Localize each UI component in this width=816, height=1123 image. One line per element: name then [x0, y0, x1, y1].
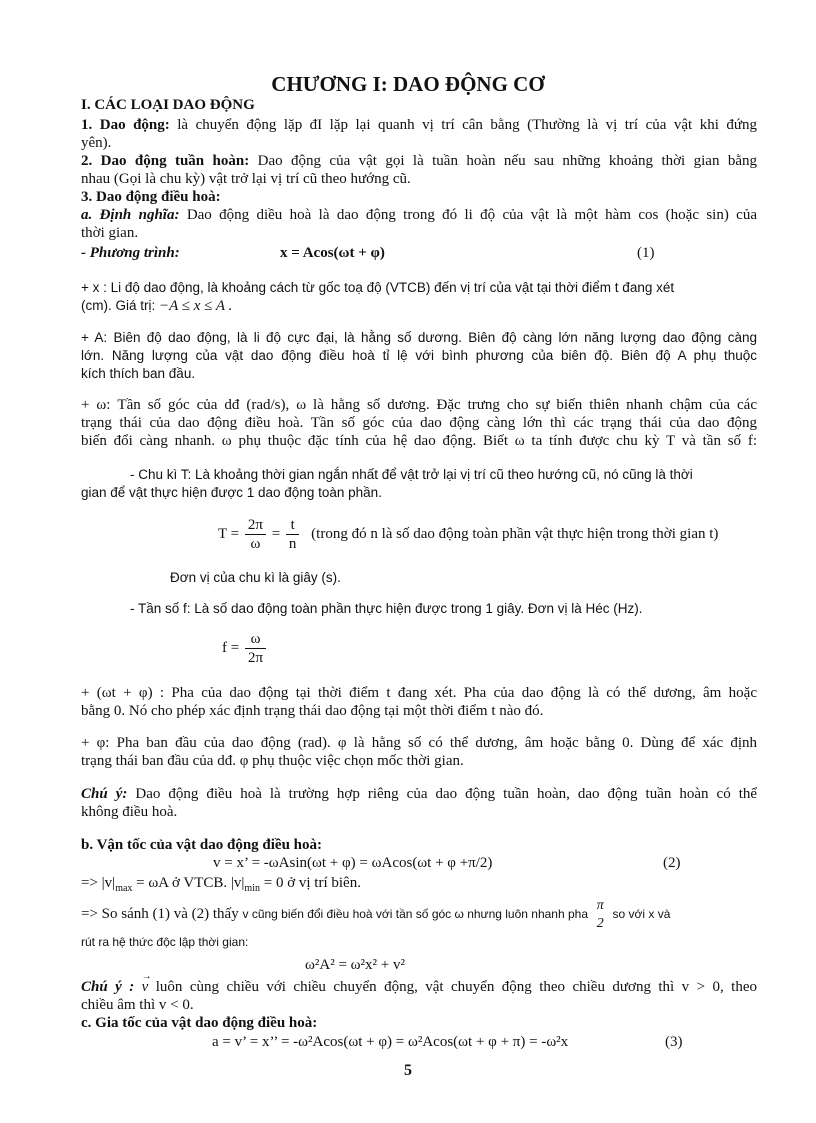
def1-label: 1. Dao động: — [81, 117, 170, 133]
phi-desc-line1: + φ: Pha ban đầu của dao động (rad). φ là hằng số có thể dương, âm hoặc bằng 0. Dùng để xác định — [81, 735, 757, 751]
omega-desc-line2: trạng thái của dao động điều hoà. Tần số góc của dao động càng lớn thì các trạng thái của dao động — [81, 415, 757, 431]
defa-line1 — [81, 206, 757, 225]
phi-desc-line2: trạng thái ban đầu của dđ. φ phụ thuộc việc chọn mốc thời gian. — [81, 753, 464, 769]
defa-line2: thời gian. — [81, 225, 139, 241]
note2-line1 — [81, 978, 757, 997]
phase-desc-line1: + (ωt + φ) : Pha của dao động tại thời điểm t đang xét. Pha của dao động là có thể dương, âm hoặc — [81, 685, 757, 701]
period-lhs: T = — [218, 526, 240, 542]
omega-desc-line3: biến đổi càng nhanh. ω phụ thuộc đặc tính của hệ dao động. Biết ω ta tính được chu kỳ T và tần số f: — [81, 433, 757, 449]
period-line1: - Chu kì T: Là khoảng thời gian ngắn nhất để vật trở lại vị trí cũ theo hướng cũ, nó cũng là thời — [130, 467, 693, 482]
period-formula — [218, 514, 758, 554]
fraction-denominator: 2 — [596, 915, 604, 931]
velocity-abs-label: => |v| — [81, 875, 116, 891]
subscript-max: max — [115, 883, 133, 894]
def1-line1 — [81, 116, 757, 135]
section-heading: I. CÁC LOẠI DAO ĐỘNG — [81, 97, 255, 113]
equation-1-formula: x = Acos(ωt + φ) — [280, 245, 385, 261]
period-line2: gian để vật thực hiện được 1 dao động toàn phần. — [81, 485, 382, 500]
acceleration-heading: c. Gia tốc của vật dao động điều hoà: — [81, 1015, 318, 1031]
fraction-numerator: t — [286, 516, 300, 535]
velocity-compare — [81, 896, 757, 932]
x-desc-line1: + x : Li độ dao động, là khoảng cách từ gốc toạ độ (VTCB) đến vị trí của vật tại thời điểm t đang xét — [81, 280, 675, 295]
velocity-vtcb-text: = ωA ở VTCB. |v| — [132, 875, 245, 891]
def2-label: 2. Dao động tuần hoàn: — [81, 153, 250, 169]
def1-line2: yên). — [81, 135, 112, 151]
fraction-denominator: ω — [250, 536, 261, 553]
relation-formula: ω²A² = ω²x² + v² — [305, 957, 405, 973]
frequency-fraction — [245, 630, 266, 667]
fraction-numerator: π — [596, 897, 604, 913]
compare-prefix: => So sánh (1) và (2) thấy — [81, 906, 239, 922]
pi-half-fraction — [594, 897, 607, 933]
note1-line1 — [81, 785, 757, 804]
note2-line2: chiều âm thì v < 0. — [81, 997, 194, 1013]
subscript-min: min — [244, 883, 260, 894]
period-unit: Đơn vị của chu kì là giây (s). — [170, 570, 341, 585]
period-note: (trong đó n là số dao động toàn phần vật thực hiện trong thời gian t) — [311, 526, 719, 542]
equation-1-label: - Phương trình: — [81, 245, 180, 261]
acceleration-formula: a = v’ = x’’ = -ω²Acos(ωt + φ) = ω²Acos(ωt + φ + π) = -ω²x — [212, 1034, 569, 1050]
equation-1-row — [81, 244, 757, 263]
note2-label: Chú ý : — [81, 979, 135, 995]
velocity-boundary-text: = 0 ở vị trí biên. — [259, 875, 361, 891]
defa-text: Dao động diều hoà là dao động trong đó li độ của vật là một hàm cos (hoặc sin) của — [186, 207, 757, 223]
equation-1-number: (1) — [637, 245, 655, 261]
x-desc-prefix: (cm). Giá trị: — [81, 298, 156, 313]
equals-sign: = — [271, 526, 281, 542]
def2-line1 — [81, 152, 757, 171]
def2-line2: nhau (Gọi là chu kỳ) vật trở lại vị trí cũ theo hướng cũ. — [81, 171, 411, 187]
frequency-lhs: f = — [222, 640, 240, 656]
velocity-extremes — [81, 874, 757, 898]
velocity-formula: v = x’ = -ωAsin(ωt + φ) = ωAcos(ωt + φ +π/2) — [213, 855, 493, 871]
fraction-numerator: 2π — [245, 516, 266, 535]
def2-text: Dao động của vật gọi là tuần hoàn nếu sau những khoảng thời gian bằng — [257, 153, 757, 169]
fraction-denominator: n — [288, 536, 297, 553]
note2-text: luôn cùng chiều với chiều chuyển động, vật chuyển động theo chiều dương thì v > 0, theo — [155, 979, 758, 995]
velocity-number: (2) — [663, 855, 681, 871]
fraction-denominator: 2π — [247, 650, 264, 667]
def3-heading: 3. Dao động điều hoà: — [81, 189, 221, 205]
frequency-line1: - Tần số f: Là số dao động toàn phần thực hiện được trong 1 giây. Đơn vị là Héc (Hz). — [130, 601, 643, 616]
chapter-title: CHƯƠNG I: DAO ĐỘNG CƠ — [271, 72, 545, 96]
a-desc-line1: + A: Biên độ dao động, là li độ cực đại, là hằng số dương. Biên độ càng lớn năng lượng dao động càng — [81, 330, 757, 345]
omega-desc-line1: + ω: Tần số góc của dđ (rad/s), ω là hằng số dương. Đặc trưng cho sự biến thiên nhanh chậm của các — [81, 397, 757, 413]
x-range-math: −A ≤ x ≤ A . — [159, 298, 233, 314]
note1-line2: không điều hoà. — [81, 804, 178, 820]
relation-line: rút ra hệ thức độc lập thời gian: — [81, 935, 249, 949]
x-desc-line2 — [81, 296, 757, 316]
velocity-vector-symbol: → v — [142, 978, 149, 997]
note1-text: Dao động điều hoà là trường hợp riêng của dao động tuần hoàn, dao động tuần hoàn có thể — [135, 786, 758, 802]
a-desc-line3: kích thích ban đầu. — [81, 366, 196, 381]
period-fraction-1 — [245, 516, 266, 553]
defa-label: a. Định nghĩa: — [81, 207, 180, 223]
frequency-formula — [222, 628, 422, 668]
compare-text: v cũng biến đổi điều hoà với tần số góc ω nhưng luôn nhanh pha — [242, 907, 589, 921]
velocity-heading: b. Vận tốc của vật dao động điều hoà: — [81, 837, 323, 853]
note1-label: Chú ý: — [81, 786, 128, 802]
period-fraction-2 — [286, 516, 300, 553]
fraction-numerator: ω — [245, 630, 266, 649]
page-number: 5 — [404, 1062, 412, 1079]
a-desc-line2: lớn. Năng lượng của vật dao động điều hoà tỉ lệ với bình phương của biên độ. Biên độ A phụ thuộc — [81, 348, 757, 363]
compare-suffix: so với x và — [612, 907, 671, 921]
acceleration-number: (3) — [665, 1034, 683, 1050]
phase-desc-line2: bằng 0. Nó cho phép xác định trạng thái dao động tại một thời điểm t nào đó. — [81, 703, 544, 719]
def1-text: là chuyển động lặp đI lặp lại quanh vị trí cân bằng (Thường là vị trí của vật khi đứng — [177, 117, 758, 133]
